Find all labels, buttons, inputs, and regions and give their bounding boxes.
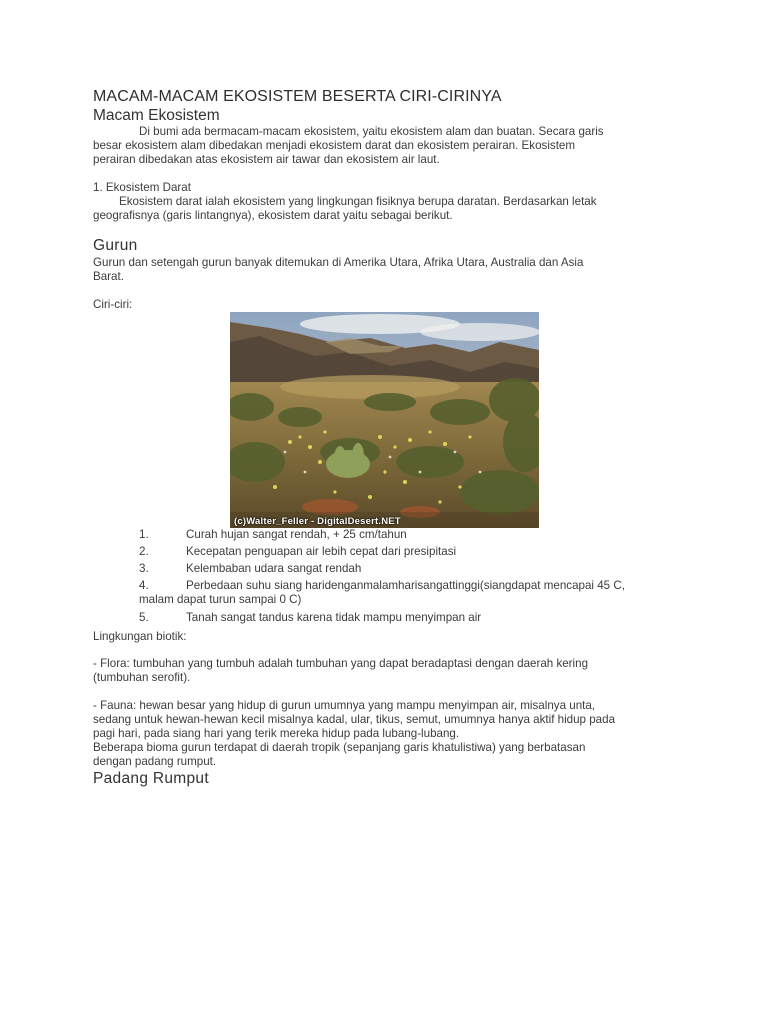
gurun-line: Barat.	[93, 270, 124, 283]
flora-line: - Flora: tumbuhan yang tumbuh adalah tumbuhan yang dapat beradaptasi dengan daerah kering	[93, 657, 589, 670]
fauna-line: dengan padang rumput.	[93, 755, 217, 768]
biotik-label: Lingkungan biotik:	[93, 630, 187, 643]
intro-paragraph	[93, 125, 604, 167]
fauna-line: sedang untuk hewan-hewan kecil misalnya kadal, ular, tikus, semut, umumnya hanya aktif hidup pada	[93, 713, 616, 726]
section-heading-macam-ekosistem: Macam Ekosistem	[93, 107, 220, 124]
flora-line: (tumbuhan serofit).	[93, 671, 191, 684]
desert-landscape-image	[230, 312, 539, 528]
darat-paragraph	[93, 195, 597, 223]
subheading-ekosistem-darat: 1. Ekosistem Darat	[93, 181, 191, 194]
document-title: MACAM-MACAM EKOSISTEM BESERTA CIRI-CIRINYA	[93, 88, 502, 105]
photo-credit-caption: (c)Walter_Feller - DigitalDesert.NET	[234, 516, 401, 527]
intro-line: Di bumi ada bermacam-macam ekosistem, yaitu ekosistem alam dan buatan. Secara garis	[139, 125, 604, 138]
section-heading-padang-rumput: Padang Rumput	[93, 770, 209, 787]
desert-photo	[230, 312, 539, 528]
fauna-line: - Fauna: hewan besar yang hidup di gurun umumnya yang mampu menyimpan air, misalnya unta,	[93, 699, 596, 712]
intro-line: perairan dibedakan atas ekosistem air tawar dan ekosistem air laut.	[93, 153, 440, 166]
gurun-paragraph	[93, 256, 583, 284]
fauna-paragraph	[93, 699, 615, 769]
fauna-line: Beberapa bioma gurun terdapat di daerah tropik (sepanjang garis khatulistiwa) yang berbatasan	[93, 741, 586, 754]
fauna-line: pagi hari, pada siang hari yang terik mereka hidup pada lubang-lubang.	[93, 727, 460, 740]
darat-line: Ekosistem darat ialah ekosistem yang lingkungan fisiknya berupa daratan. Berdasarkan letak	[119, 195, 597, 208]
gurun-line: Gurun dan setengah gurun banyak ditemukan di Amerika Utara, Afrika Utara, Australia dan Asia	[93, 256, 584, 269]
intro-line: besar ekosistem alam dibedakan menjadi ekosistem darat dan ekosistem perairan. Ekosistem	[93, 139, 576, 152]
ciri-ciri-label: Ciri-ciri:	[93, 298, 133, 311]
section-heading-gurun: Gurun	[93, 237, 138, 254]
darat-line: geografisnya (garis lintangnya), ekosistem darat yaitu sebagai berikut.	[93, 209, 453, 222]
flora-paragraph	[93, 657, 588, 685]
